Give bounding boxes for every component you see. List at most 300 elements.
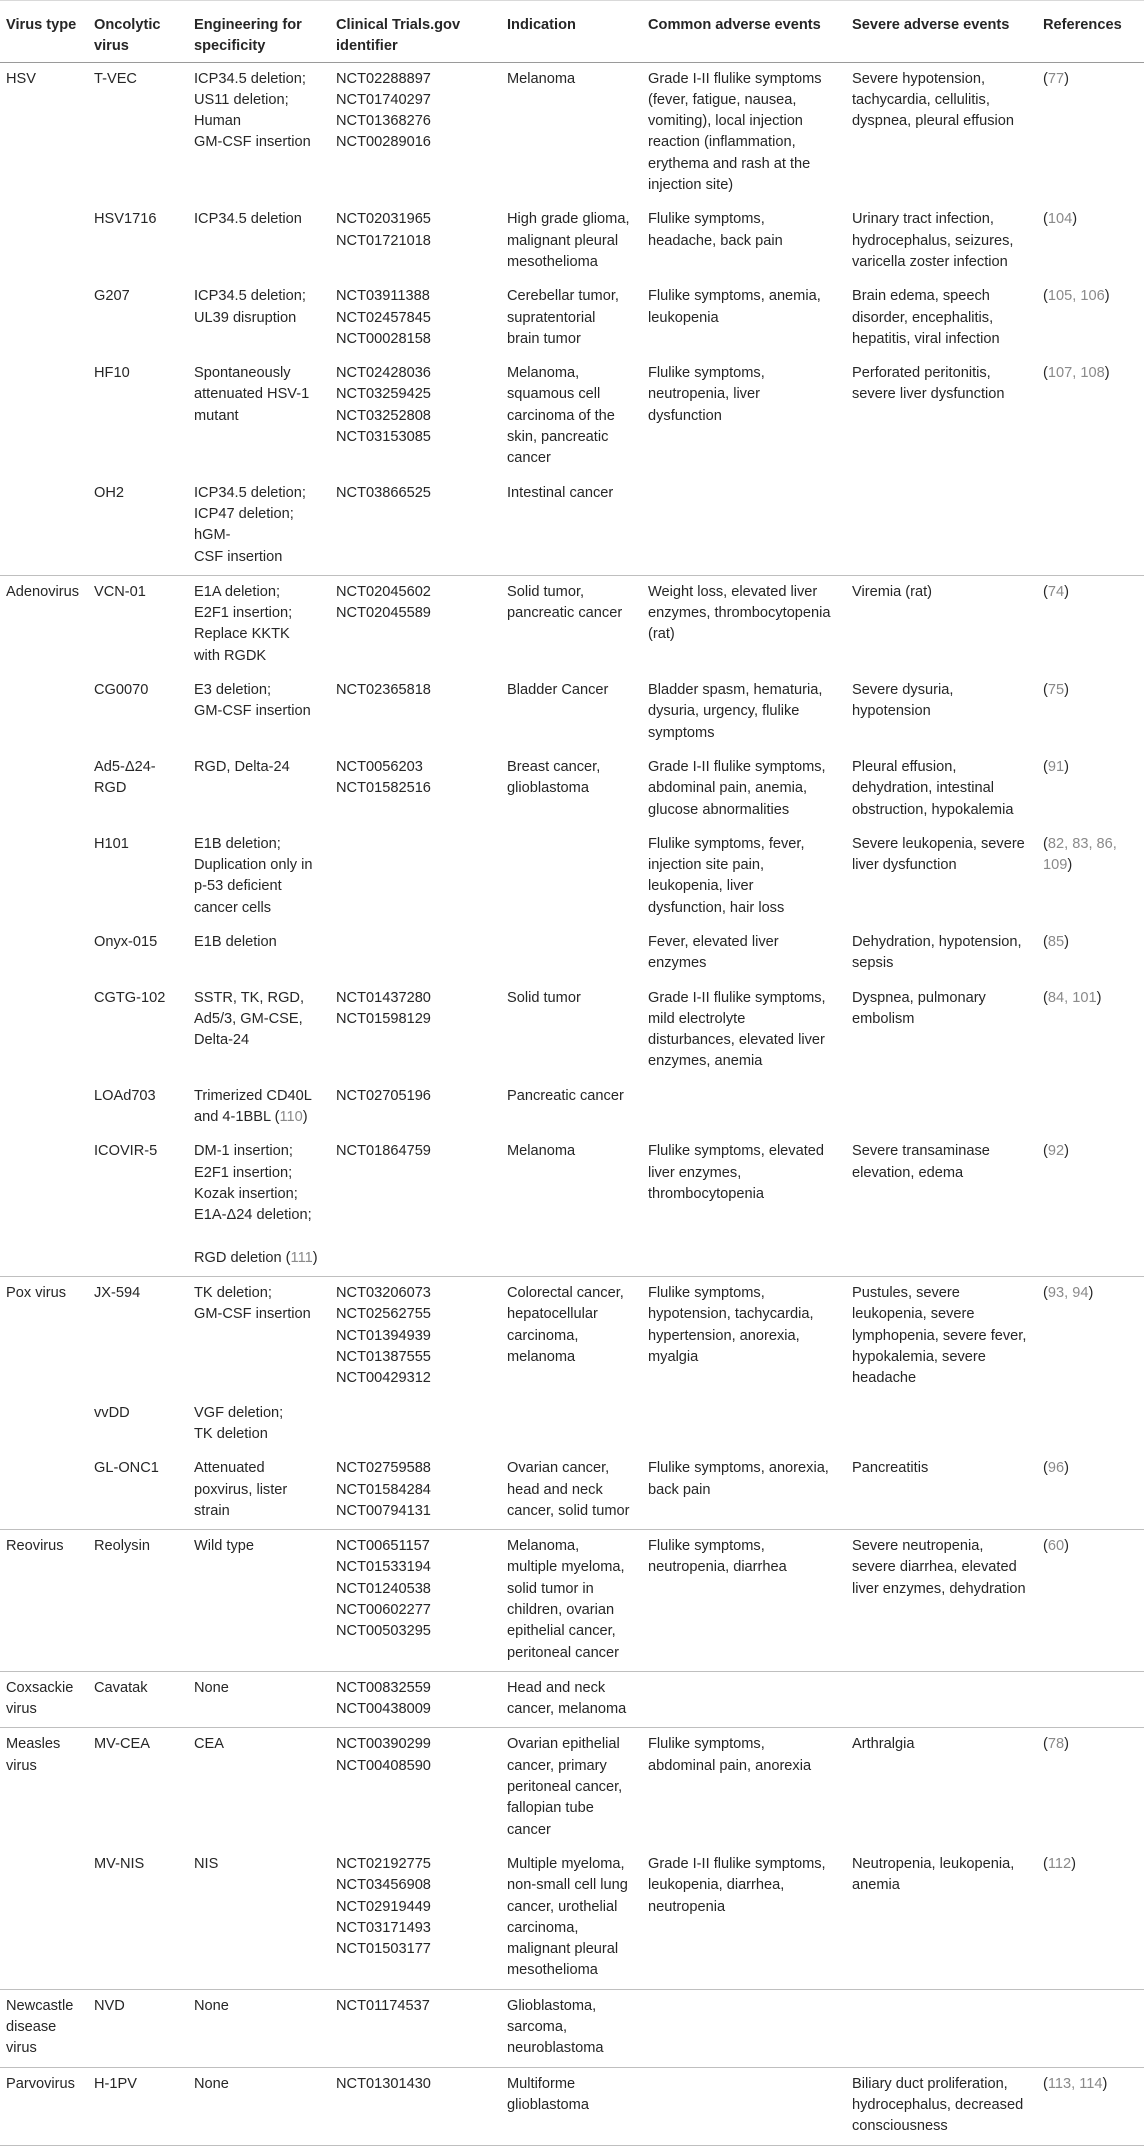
cell-identifier-line: NCT03171493 [336,1919,431,1936]
cell-indication-line: melanoma [507,1349,576,1366]
cell-engineering-line: E1B deletion [194,933,277,950]
cell-common-adverse-events [642,280,846,357]
cell-severe-adverse-events [846,1989,1037,2067]
cell-identifier [330,1397,501,1453]
header-row [0,1,1144,63]
cell-identifier-line: NCT00651157 [336,1538,430,1555]
cell-indication [501,1080,642,1136]
cell-references [1037,1530,1144,1672]
cell-indication [501,203,642,280]
cell-engineering [188,357,330,476]
cell-references [1037,1989,1144,2067]
cell-engineering [188,280,330,357]
cell-indication-line: supratentorial [507,309,596,326]
cell-indication [501,1397,642,1453]
reference-link[interactable]: (105, 106) [1043,288,1110,305]
cell-engineering [188,751,330,828]
cell-common-adverse-events-line: Fever, elevated liver [648,933,779,950]
cell-indication [501,1452,642,1529]
reference-link[interactable]: (96) [1043,1460,1069,1477]
cell-indication [501,1848,642,1989]
cell-indication [501,280,642,357]
cell-common-adverse-events-line: enzymes, thrombocytopenia [648,605,831,622]
cell-references [1037,203,1144,280]
cell-identifier [330,1671,501,1728]
cell-engineering-line: with RGDK [194,647,267,664]
cell-engineering [188,575,330,674]
cell-indication-line: Multiforme [507,2075,576,2092]
cell-severe-adverse-events [846,477,1037,576]
cell-identifier-line: NCT00438009 [336,1701,431,1718]
cell-severe-adverse-events [846,1728,1037,1848]
cell-common-adverse-events [642,575,846,674]
cell-engineering [188,203,330,280]
cell-identifier-line: NCT03252808 [336,407,431,424]
header-indication: Indication [501,1,642,63]
cell-severe-adverse-events [846,926,1037,982]
cell-engineering [188,1452,330,1529]
cell-engineering-line: mutant [194,407,239,424]
cell-severe-adverse-events-line: headache [852,1370,917,1387]
cell-engineering-line: ICP47 deletion; [194,505,294,522]
cell-identifier-line: NCT01394939 [336,1327,431,1344]
cell-identifier-line: NCT02365818 [336,682,431,699]
cell-identifier-line: NCT03456908 [336,1877,431,1894]
table-row [0,828,1144,926]
header-references: References [1037,1,1144,63]
cell-references [1037,357,1144,476]
cell-engineering-line: SSTR, TK, RGD, [194,989,305,1006]
cell-engineering-line: Ad5/3, GM-CSE, [194,1010,303,1027]
cell-common-adverse-events [642,1848,846,1989]
cell-severe-adverse-events-line: hypotension [852,703,931,720]
cell-indication-line: squamous cell [507,386,601,403]
cell-indication-line: Bladder Cancer [507,682,609,699]
cell-indication-line: Solid tumor, [507,583,585,600]
cell-identifier-line: NCT03153085 [336,429,431,446]
table-row [0,1530,1144,1672]
cell-oncolytic-virus: LOAd703 [94,1087,156,1104]
cell-severe-adverse-events-line: Pancreatitis [852,1460,929,1477]
cell-indication [501,1135,642,1276]
cell-identifier-line: NCT01503177 [336,1941,431,1958]
reference-link[interactable]: (107, 108) [1043,365,1110,382]
cell-common-adverse-events-line: enzymes, anemia [648,1053,763,1070]
cell-engineering-line: p-53 deficient [194,878,282,895]
cell-oncolytic-virus: CG0070 [94,682,149,699]
cell-oncolytic-virus-line: RGD [94,780,127,797]
cell-identifier-line: NCT00429312 [336,1370,431,1387]
cell-severe-adverse-events [846,1277,1037,1397]
cell-oncolytic-virus: H-1PV [88,2067,188,2145]
reference-link[interactable]: (93, 94) [1043,1285,1094,1302]
cell-severe-adverse-events-line: consciousness [852,2118,948,2135]
cell-engineering-line: E1A deletion; [194,583,281,600]
cell-common-adverse-events-line: leukopenia, liver [648,878,754,895]
cell-common-adverse-events-line: neutropenia, liver [648,386,760,403]
cell-identifier [330,1848,501,1989]
cell-engineering-line: ICP34.5 deletion [194,211,302,228]
cell-references [1037,828,1144,926]
cell-engineering-line: None [194,2075,229,2092]
cell-engineering-line: attenuated HSV-1 [194,386,310,403]
cell-identifier-line: NCT01301430 [336,2075,431,2092]
cell-identifier [330,62,501,203]
cell-common-adverse-events-line: abdominal pain, anorexia [648,1757,812,1774]
cell-virus-type-line: virus [6,2040,37,2057]
table-row [0,751,1144,828]
cell-identifier-line: NCT00602277 [336,1602,431,1618]
cell-virus-type [0,828,88,926]
cell-engineering [188,1277,330,1397]
cell-common-adverse-events-line: Grade I-II flulike symptoms [648,70,822,87]
table-row [0,1080,1144,1136]
cell-severe-adverse-events-line: dyspnea, pleural effusion [852,113,1014,130]
cell-indication-line: glioblastoma [507,780,589,797]
cell-common-adverse-events-line: Flulike symptoms, anemia, [648,288,821,305]
cell-severe-adverse-events-line: hydrocephalus, seizures, [852,232,1014,249]
table-body [0,62,1144,2145]
table-row [0,575,1144,674]
cell-virus-type: HSV [6,70,37,87]
cell-indication-line: Head and neck [507,1679,606,1696]
cell-severe-adverse-events-line: varicella zoster infection [852,253,1008,270]
cell-engineering [188,926,330,982]
cell-indication-line: cancer, solid tumor [507,1502,630,1519]
cell-identifier [330,1728,501,1848]
cell-references [1037,1397,1144,1453]
cell-indication-line: Colorectal cancer, [507,1285,624,1302]
cell-references [1037,1728,1144,1848]
cell-severe-adverse-events [846,280,1037,357]
cell-virus-type [0,751,88,828]
cell-identifier-line: NCT02045589 [336,605,431,622]
cell-indication-line: epithelial cancer, [507,1623,616,1640]
cell-virus-type [0,203,88,280]
cell-indication-line: mesothelioma [507,1962,598,1979]
cell-identifier-line: NCT00794131 [336,1502,431,1519]
reference-link[interactable]: (91) [1043,758,1069,775]
cell-virus-type [0,674,88,751]
table-row [0,1848,1144,1989]
cell-common-adverse-events-line: dysfunction [648,407,722,424]
cell-oncolytic-virus: T-VEC [94,70,137,87]
cell-references [1037,1671,1144,1728]
reference-link[interactable]: (77) [1043,70,1069,87]
cell-common-adverse-events [642,1671,846,1728]
cell-virus-type [0,1848,88,1989]
reference-link[interactable]: 111 [290,1249,313,1266]
cell-identifier [330,828,501,926]
cell-severe-adverse-events-line: disorder, encephalitis, [852,309,994,326]
cell-common-adverse-events-line: abdominal pain, anemia, [648,780,808,797]
reference-link[interactable]: (74) [1043,583,1069,600]
cell-indication-line: cancer [507,1821,551,1838]
reference-link[interactable]: (75) [1043,682,1069,699]
cell-engineering-line: Duplication only in [194,857,313,874]
cell-severe-adverse-events-line: severe liver dysfunction [852,386,1005,403]
cell-severe-adverse-events [846,203,1037,280]
cell-virus-type [0,477,88,576]
cell-virus-type [0,1452,88,1529]
cell-severe-adverse-events [846,1848,1037,1989]
cell-common-adverse-events-line: neutropenia [648,1898,726,1915]
cell-engineering [188,1671,330,1728]
cell-indication [501,2067,642,2145]
cell-severe-adverse-events [846,1080,1037,1136]
cell-common-adverse-events-line: liver enzymes, [648,1164,742,1181]
cell-severe-adverse-events-line: hydrocephalus, decreased [852,2096,1024,2113]
cell-engineering-line: NIS [194,1855,219,1872]
cell-indication [501,674,642,751]
table-row [0,1397,1144,1453]
cell-common-adverse-events-line: mild electrolyte [648,1010,746,1027]
cell-severe-adverse-events-line: leukopenia, severe [852,1306,975,1323]
cell-oncolytic-virus: CGTG-102 [94,989,166,1006]
cell-common-adverse-events-line: hypotension, tachycardia, [648,1306,814,1323]
cell-severe-adverse-events [846,575,1037,674]
cell-identifier-line: NCT00289016 [336,134,431,151]
cell-identifier-line: NCT0056203 [336,758,423,775]
cell-engineering [188,1728,330,1848]
reference-link[interactable]: (112) [1043,1855,1077,1872]
cell-indication [501,62,642,203]
cell-indication-line: pancreatic cancer [507,605,623,622]
cell-references [1037,1135,1144,1276]
cell-identifier-line: NCT01584284 [336,1481,431,1498]
cell-indication-line: glioblastoma [507,2096,589,2113]
cell-references [1037,280,1144,357]
cell-severe-adverse-events-line: Biliary duct proliferation, [852,2075,1008,2092]
cell-indication-line: Melanoma, [507,365,580,382]
cell-oncolytic-virus: Cavatak [88,1671,188,1728]
reference-link[interactable]: (84, 101) [1043,989,1102,1006]
cell-severe-adverse-events-line: lymphopenia, severe fever, [852,1327,1027,1344]
cell-oncolytic-virus: MV-CEA [88,1728,188,1848]
cell-identifier-line: NCT02457845 [336,309,431,326]
reference-link[interactable]: (113, 114) [1043,2075,1108,2092]
cell-engineering-line: GM-CSF insertion [194,1306,311,1323]
cell-identifier-line: NCT01174537 [336,1997,430,2014]
cell-engineering-line: CEA [194,1736,225,1753]
cell-severe-adverse-events-line: tachycardia, cellulitis, [852,91,990,108]
cell-common-adverse-events-line: headache, back pain [648,232,783,249]
cell-oncolytic-virus: H101 [94,835,129,852]
cell-common-adverse-events [642,1277,846,1397]
cell-engineering-line: CSF insertion [194,548,283,565]
cell-engineering-line: Replace KKTK [194,626,290,643]
cell-indication-line: Melanoma [507,1143,576,1160]
cell-identifier-line: NCT00028158 [336,330,431,347]
cell-identifier-line: NCT00503295 [336,1623,431,1640]
cell-identifier [330,280,501,357]
reference-link[interactable]: (78) [1043,1736,1069,1753]
cell-severe-adverse-events-line: hypokalemia, severe [852,1349,986,1366]
cell-indication-line: Ovarian epithelial [507,1736,620,1753]
cell-engineering-line: RGD, Delta-24 [194,758,290,775]
cell-engineering [188,1530,330,1672]
cell-references [1037,674,1144,751]
cell-common-adverse-events [642,751,846,828]
cell-identifier-line: NCT01582516 [336,780,431,797]
cell-common-adverse-events-line: Grade I-II flulike symptoms, [648,1855,826,1872]
cell-indication [501,1530,642,1672]
cell-engineering-line: ICP34.5 deletion; [194,484,306,501]
cell-references [1037,477,1144,576]
reference-link[interactable]: (85) [1043,933,1069,950]
cell-identifier-line: NCT00832559 [336,1679,431,1696]
cell-identifier [330,674,501,751]
cell-engineering-line: strain [194,1502,230,1519]
cell-virus-type [0,1989,88,2067]
cell-references [1037,575,1144,674]
cell-common-adverse-events-line: vomiting), local injection [648,113,803,130]
cell-references [1037,1277,1144,1397]
cell-severe-adverse-events-line: liver enzymes, dehydration [852,1580,1026,1597]
cell-references [1037,1848,1144,1989]
cell-indication-line: skin, pancreatic [507,429,609,446]
reference-link[interactable]: (104) [1043,211,1078,228]
cell-references [1037,982,1144,1080]
cell-common-adverse-events-line: symptoms [648,724,715,741]
cell-identifier [330,982,501,1080]
cell-indication-line: Cerebellar tumor, [507,288,619,305]
cell-indication [501,1671,642,1728]
cell-indication-line: Pancreatic cancer [507,1087,624,1104]
cell-severe-adverse-events [846,1397,1037,1453]
cell-indication-line: neuroblastoma [507,2040,604,2057]
cell-severe-adverse-events-line: Arthralgia [852,1736,915,1753]
cell-indication-line: solid tumor in [507,1580,594,1597]
cell-common-adverse-events-line: back pain [648,1481,711,1498]
cell-identifier-line: NCT03259425 [336,386,431,403]
cell-identifier-line: NCT03866525 [336,484,431,501]
cell-identifier [330,926,501,982]
cell-identifier [330,1277,501,1397]
cell-common-adverse-events-line: Flulike symptoms, fever, [648,835,805,852]
cell-common-adverse-events [642,477,846,576]
cell-references [1037,62,1144,203]
cell-virus-type-line: virus [6,1757,37,1774]
cell-engineering-line: and 4-1BBL (110) [194,1109,308,1126]
cell-common-adverse-events-line: Flulike symptoms, elevated [648,1143,825,1160]
cell-engineering-line: None [194,1997,229,2014]
cell-identifier-line: NCT01533194 [336,1559,431,1576]
cell-identifier-line: NCT02562755 [336,1306,431,1323]
cell-indication-line: cancer [507,450,551,467]
cell-severe-adverse-events-line: Severe neutropenia, [852,1538,984,1555]
cell-common-adverse-events [642,1989,846,2067]
table-row [0,926,1144,982]
cell-engineering-line: RGD deletion (111) [194,1249,318,1266]
cell-severe-adverse-events-line: Severe dysuria, [852,682,954,699]
cell-common-adverse-events-line: neutropenia, diarrhea [648,1559,787,1576]
cell-common-adverse-events [642,982,846,1080]
cell-indication-line: cancer, primary [507,1757,607,1774]
cell-indication-line: Breast cancer, [507,758,601,775]
reference-link[interactable]: (92) [1043,1143,1069,1160]
cell-engineering [188,1397,330,1453]
cell-identifier-line: NCT01387555 [336,1349,431,1366]
cell-severe-adverse-events-line: liver dysfunction [852,857,957,874]
cell-engineering-line: ICP34.5 deletion; [194,288,306,305]
cell-virus-type-line: Measles [6,1736,61,1753]
cell-severe-adverse-events-line: Urinary tract infection, [852,211,994,228]
cell-indication [501,575,642,674]
cell-common-adverse-events-line: hypertension, anorexia, [648,1327,800,1344]
cell-engineering [188,1080,330,1136]
cell-engineering [188,2067,330,2145]
cell-severe-adverse-events-line: Pleural effusion, [852,758,957,775]
cell-virus-type-line: disease [6,2019,57,2036]
cell-severe-adverse-events-line: Severe leukopenia, severe [852,835,1025,852]
cell-common-adverse-events-line: leukopenia, diarrhea, [648,1877,785,1894]
cell-severe-adverse-events-line: Dehydration, hypotension, [852,933,1022,950]
cell-common-adverse-events-line: enzymes [648,955,707,972]
cell-virus-type [0,926,88,982]
cell-engineering-line: UL39 disruption [194,309,297,326]
table-row [0,1452,1144,1529]
cell-oncolytic-virus: GL-ONC1 [94,1460,159,1477]
cell-severe-adverse-events [846,982,1037,1080]
cell-indication-line: carcinoma of the [507,407,615,424]
header-oncolytic-virus: Oncolytic virus [88,1,188,63]
cell-severe-adverse-events-line: Neutropenia, leukopenia, [852,1855,1015,1872]
cell-indication-line: Multiple myeloma, [507,1855,625,1872]
cell-indication-line: Glioblastoma, [507,1997,597,2014]
cell-severe-adverse-events-line: obstruction, hypokalemia [852,801,1014,818]
cell-severe-adverse-events-line: Severe transaminase [852,1143,990,1160]
cell-identifier-line: NCT02031965 [336,211,431,228]
cell-virus-type [0,1080,88,1136]
cell-common-adverse-events-line: reaction (inflammation, [648,134,796,151]
table-row [0,477,1144,576]
cell-indication-line: peritoneal cancer, [507,1779,623,1796]
cell-indication [501,926,642,982]
cell-common-adverse-events [642,1397,846,1453]
table-row [0,2067,1144,2145]
cell-common-adverse-events [642,1530,846,1672]
cell-oncolytic-virus: ICOVIR-5 [94,1143,158,1160]
reference-link[interactable]: (60) [1043,1538,1069,1555]
cell-common-adverse-events [642,62,846,203]
cell-common-adverse-events-line: Grade I-II flulike symptoms, [648,758,826,775]
cell-identifier [330,1080,501,1136]
cell-severe-adverse-events [846,62,1037,203]
cell-common-adverse-events [642,1135,846,1276]
reference-link[interactable]: 110 [279,1109,303,1126]
cell-engineering-line: Delta-24 [194,1032,250,1049]
cell-identifier-line: NCT01740297 [336,91,431,108]
cell-severe-adverse-events [846,1135,1037,1276]
cell-indication-line: mesothelioma [507,253,598,270]
reference-link[interactable]: 109) [1043,857,1073,874]
cell-engineering-line: Trimerized CD40L [194,1087,312,1104]
reference-link[interactable]: (82, 83, 86, [1043,835,1117,852]
cell-identifier [330,1989,501,2067]
cell-engineering-line: US11 deletion; [194,91,289,108]
cell-engineering [188,62,330,203]
cell-identifier-line: NCT01437280 [336,989,431,1006]
cell-identifier [330,2067,501,2145]
cell-references [1037,1080,1144,1136]
cell-virus-type-line: Newcastle [6,1997,74,2014]
cell-common-adverse-events-line: Flulike symptoms, [648,1736,765,1753]
cell-common-adverse-events-line: Flulike symptoms, [648,1538,765,1555]
cell-identifier-line: NCT02705196 [336,1087,431,1104]
cell-indication [501,477,642,576]
cell-common-adverse-events-line: Flulike symptoms, [648,365,765,382]
